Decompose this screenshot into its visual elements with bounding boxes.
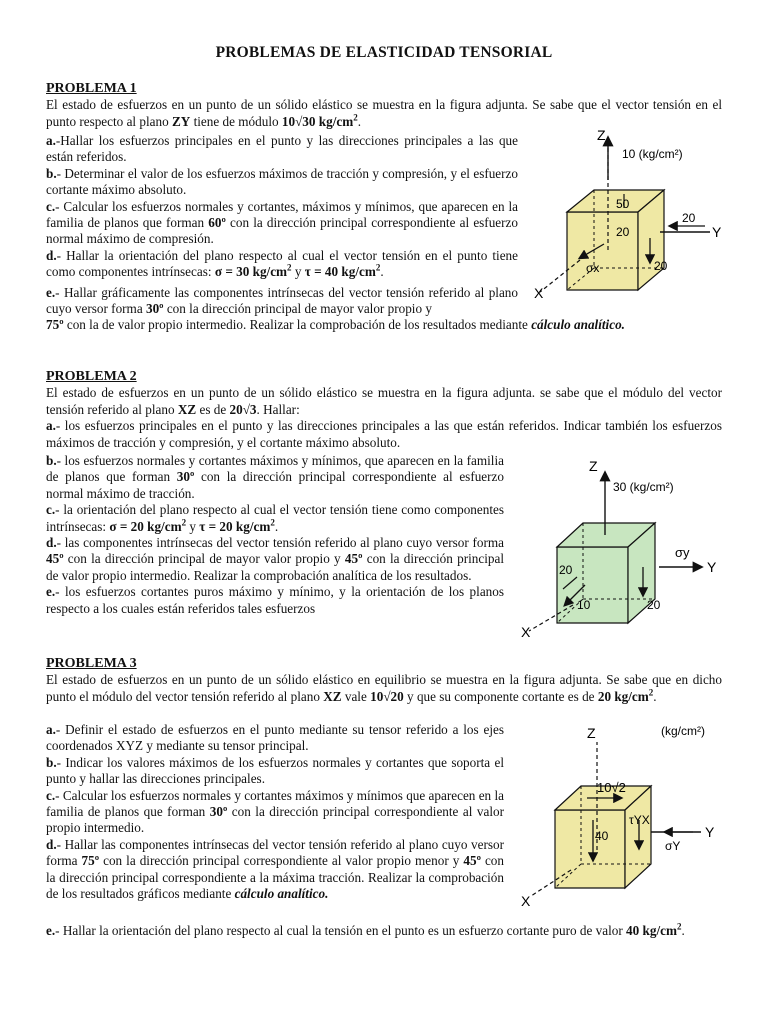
label-20-left: 20: [559, 563, 573, 577]
x-axis-label: X: [521, 893, 531, 909]
sigma-y-label: σy: [675, 545, 690, 560]
problem-3-item-a: a.- Definir el estado de esfuerzos en el punto mediante su tensor referido a los ejes coordenados XYZ y mediante su tensor principal.: [46, 722, 504, 754]
label-40: 40: [595, 829, 609, 843]
tau-yx-label: τYX: [629, 813, 650, 827]
problem-1-item-b: b.- Determinar el valor de los esfuerzos máximos de tracción y compresión, y el esfuerzo cortante máximo absoluto.: [46, 165, 518, 198]
problem-2-items: [46, 453, 504, 617]
problem-1-figure: [520, 120, 730, 305]
sigma-y-label: σY: [665, 839, 681, 853]
units-label: 10 (kg/cm²): [622, 147, 683, 161]
problem-3-statement: El estado de esfuerzos en un punto de un sólido elástico en equilibrio se muestra en la figura adjunta. Se sabe que en dicho punto el módulo del vector tensión referido al plano XZ vale 10√20 y que su componente cortante es de 20 $kg/cm^2$.: [46, 672, 722, 704]
page-title: PROBLEMAS DE ELASTICIDAD TENSORIAL: [215, 44, 553, 61]
problem-2-intro: [46, 368, 722, 451]
label-10: 10: [577, 598, 591, 612]
problem-3-item-c: c.- Calcular los esfuerzos normales y cortantes máximos y mínimos que aparecen en la familia de planos que forman 30º con la dirección principal correspondiente al valor propio intermedio.: [46, 787, 504, 836]
x-axis-label: X: [521, 624, 531, 640]
x-axis-label: X: [534, 285, 544, 301]
problem-3-item-b: b.- Indicar los valores máximos de los esfuerzos normales y cortantes que soporta el punto y hallar las direcciones principales.: [46, 754, 504, 787]
z-axis-label: Z: [597, 127, 606, 143]
problem-1-items: [46, 133, 518, 281]
z-axis-label: Z: [589, 458, 598, 474]
problem-3-intro: [46, 655, 722, 705]
problem-3-figure: [515, 720, 730, 915]
units-label: (kg/cm²): [661, 724, 705, 738]
problem-1-item-c: c.- Calcular los esfuerzos normales y cortantes, máximos y mínimos, que aparecen en la familia de planos que forman 60º con la dirección principal correspondiente al esfuerzo normal máximo de compresión.: [46, 198, 518, 247]
problem-2-heading: PROBLEMA 2: [46, 369, 137, 384]
problem-2-item-b: b.- los esfuerzos normales y cortantes máximos y mínimos, que aparecen en la familia de planos que forman 30º con la dirección principal correspondiente al esfuerzo normal máximo de tracción.: [46, 453, 504, 501]
y-axis-label: Y: [707, 559, 717, 575]
z-axis-label: Z: [587, 725, 596, 741]
y-axis-label: Y: [712, 224, 722, 240]
label-20-front: 20: [616, 225, 630, 239]
problem-2-item-e: e.- los esfuerzos cortantes puros máximo y mínimo, y la orientación de los planos respecto a los cuales están referidos tales esfuerzos: [46, 584, 504, 616]
problem-1-item-a: a.-Hallar los esfuerzos principales en el punto y las direcciones principales a las que están referidos.: [46, 133, 518, 165]
problem-3-heading: PROBLEMA 3: [46, 656, 137, 671]
problem-2-item-c: c.- la orientación del plano respecto al cual el vector tensión tiene como componentes intrínsecas: σ = 20 $kg/cm^2$ y τ = 20 $kg/cm^2$.: [46, 502, 504, 534]
problem-3-items: [46, 722, 504, 902]
label-20-bottom: 20: [654, 259, 668, 273]
label-10r2: 10√2: [597, 780, 626, 795]
problem-3-item-d: d.- Hallar las componentes intrínsecas del vector tensión referido al plano cuyo versor forma 75º con la dirección principal correspondiente al valor propio menor y 45º con la dirección principal correspondiente a la máxima tracción. Realizar la comprobación de los resultados gráficos mediante cálculo analítico.: [46, 836, 504, 902]
cube-front-face: [567, 212, 638, 290]
label-20-bottom: 20: [647, 598, 661, 612]
label-50: 50: [616, 197, 630, 211]
problem-2-figure: [515, 455, 730, 645]
problem-2-statement: El estado de esfuerzos en un punto de un sólido elástico se muestra en la figura adjunta. se sabe que el módulo del vector tensión referido al plano XZ es de 20√3. Hallar:: [46, 385, 722, 417]
label-20-right: 20: [682, 211, 696, 225]
problem-1-heading: PROBLEMA 1: [46, 81, 137, 96]
problem-1-statement: El estado de esfuerzos en un punto de un sólido elástico se muestra en la figura adjunta. Se sabe que el vector tensión en el punto respecto al plano ZY tiene de módulo 10√30 $kg/cm^2$.: [46, 97, 722, 129]
sigma-x-label: σx: [586, 261, 600, 275]
cube-front-face: [555, 810, 625, 888]
units-label: 30 (kg/cm²): [613, 480, 674, 494]
problem-1-item-d: d.- Hallar la orientación del plano respecto al cual el vector tensión en el punto tiene como componentes intrínsecas: σ = 30 $kg/cm^2$ y τ = 40 $kg/cm^2$.: [46, 247, 518, 280]
problem-1-item-e: e.- Hallar gráficamente las componentes intrínsecas del vector tensión referido al plano cuyo versor forma 30º con la dirección principal de mayor valor propio y: [46, 285, 722, 318]
y-axis-label: Y: [705, 824, 715, 840]
problem-1-item-e-tail: 75º con la de valor propio intermedio. Realizar la comprobación de los resultados mediante cálculo analítico.: [46, 317, 625, 332]
problem-2-item-a: a.- los esfuerzos principales en el punto y las direcciones principales a las que están referidos. Indicar también los esfuerzos máximos de tracción y compresión, y el cortante máximo absoluto.: [46, 418, 722, 450]
problem-3-item-e: e.- Hallar la orientación del plano respecto al cual la tensión en el punto es un esfuerzo cortante puro de valor 40 $kg/cm^2$.: [46, 921, 685, 938]
problem-2-item-d: d.- las componentes intrínsecas del vector tensión referido al plano cuyo versor forma 45º con la dirección principal de mayor valor propio y 45º con la dirección principal de valor propio intermedio. Realizar la comprobación analítica de los resultados.: [46, 535, 504, 583]
